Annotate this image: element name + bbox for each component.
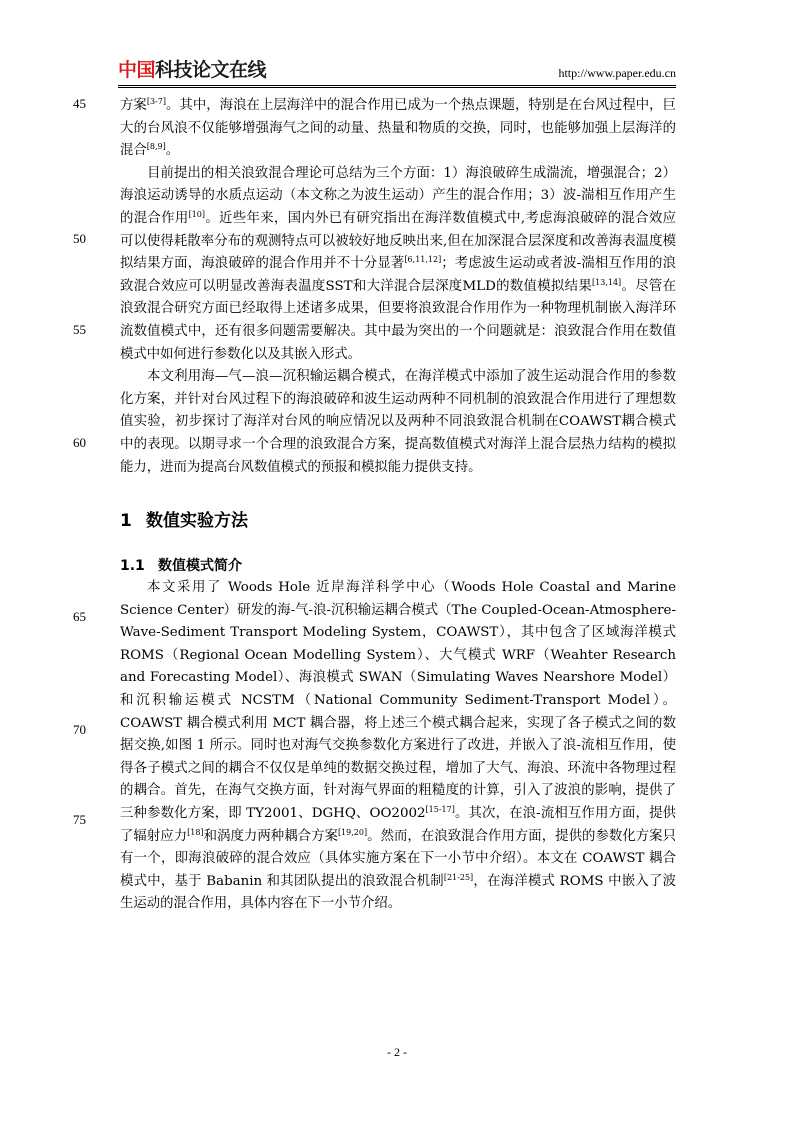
text-run: 。其次，在浪-流相互作用方面，提供了辐射应力 (120, 806, 677, 844)
subsection-number: 1.1 (120, 558, 145, 575)
citation[interactable]: [21-25] (443, 872, 474, 882)
paragraph-2 (120, 163, 676, 366)
text-run: 本文利用海—气—浪—沉积输运耦合模式，在海洋模式中添加了波生运动混合作用的参数化方案，并针对台风过程下的海浪破碎和波生运动两种不同机制的浪致混合作用进行了理想数值实验，初步探讨了海洋对台风的响应情况以及两种不同浪致混合机制在COAWST耦合模式中的表现。以期寻求一个合理的浪致混合方案，提高数值模式对海洋上混合层热力结构的模拟能力，进而为提高台风数值模式的预报和模拟能力提供支持。 (120, 369, 676, 475)
citation[interactable]: [13,14] (592, 277, 622, 287)
text-run: 方案 (120, 98, 147, 113)
line-number: 70 (73, 722, 86, 737)
page-header (118, 58, 676, 84)
header-rule-thin (118, 87, 676, 88)
header-url[interactable]: http://www.paper.edu.cn (558, 66, 676, 80)
text-run: 。其中，海浪在上层海洋中的混合作用已成为一个热点课题，特别是在台风过程中，巨大的台风浪不仅能够增强海气之间的动量、热量和物质的交换，同时，也能够加强上层海洋的混合 (120, 98, 676, 159)
text-run: ；考虑波生运动或者波-湍相互作用的浪致混合效应可以明显改善海表温度SST和大洋混合层深度MLD的数值模拟结果 (120, 256, 676, 294)
subsection-title: 数值模式简介 (158, 558, 242, 575)
citation[interactable]: [18] (187, 827, 204, 837)
citation[interactable]: [8,9] (146, 142, 166, 152)
section-number: 1 (120, 511, 132, 532)
journal-logo (118, 59, 266, 81)
text-run: 。近些年来，国内外已有研究指出在海洋数值模式中,考虑海浪破碎的混合效应可以使得耗散率分布的观测特点可以被较好地反映出来,但在加深混合层深度和改善海表温度模拟结果方面，海浪破碎的混合作用并不十分显著 (120, 210, 676, 272)
text-run: 本文采用了 Woods Hole 近岸海洋科学中心（Woods Hole Coastal and Marine Science Center）研发的海-气-浪-沉积输运耦合模式（The Coupled-Ocean-Atmosphere-Wave-Sediment Transport Modeling System，COAWST），其中包含了区域海洋模式 ROMS（Regional Ocean Modelling System）、大气模式 WRF（Weahter Research and Forecasting Model）、海浪模式 SWAN（Simulating Waves Nearshore Model）和沉积输运模式 NCSTM（National Community Sediment-Transport Model）。COAWST 耦合模式利用 MCT 耦合器，将上述三个模式耦合起来，实现了各子模式之间的数据交换,如图 1 所示。同时也对海气交换参数化方案进行了改进，并嵌入了浪-流相互作用，使得各子模式之间的耦合不仅仅是单纯的数据交换过程，增加了大气、海浪、环流中各物理过程的耦合。首先，在海气交换方面，针对海气界面的粗糙度的计算，引入了波浪的影响，提供了三种参数化方案，即 TY2001、DGHQ、OO2002 (120, 580, 677, 822)
text-run: 。然而，在浪致混合作用方面，提供的参数化方案只有一个，即海浪破碎的混合效应（具体实施方案在下一小节中介绍）。本文在 COAWST 耦合模式中，基于 Babanin 和其团队提出的浪致混合机制 (120, 828, 677, 889)
citation[interactable]: [3-7] (146, 97, 166, 106)
line-number: 50 (73, 231, 86, 246)
paragraph-3 (120, 366, 676, 479)
paragraph-1 (120, 95, 676, 163)
line-number: 45 (73, 96, 86, 111)
logo-red-text: 中国 (118, 59, 156, 81)
header-rule (118, 85, 676, 86)
line-number: 55 (73, 322, 86, 337)
section-title: 数值实验方法 (146, 511, 248, 532)
citation[interactable]: [10] (188, 209, 206, 219)
section-heading (120, 504, 676, 538)
line-number: 60 (73, 435, 86, 450)
text-run: 目前提出的相关浪致混合理论可总结为三个方面：1）海浪破碎生成湍流，增强混合；2）海浪运动诱导的水质点运动（本文称之为波生运动）产生的混合作用；3）波-湍相互作用产生的混合作用 (120, 165, 676, 226)
logo-dark-text: 科技论文在线 (155, 59, 267, 81)
page-body (120, 95, 676, 916)
paragraph-4 (120, 577, 676, 916)
citation[interactable]: [6,11,12] (404, 255, 442, 265)
page-number: - 2 - (387, 1045, 407, 1059)
line-number: 65 (73, 609, 86, 624)
line-number: 75 (73, 812, 86, 827)
subsection-heading (120, 555, 676, 577)
text-run: 。 (165, 143, 180, 159)
citation[interactable]: [15-17] (425, 805, 455, 815)
text-run: 和涡度力两种耦合方案 (203, 828, 338, 844)
text-run: ，在海洋模式 ROMS 中嵌入了波生运动的混合作用，具体内容在下一小节介绍。 (120, 873, 676, 912)
citation[interactable]: [19,20] (337, 827, 368, 837)
text-run: 。尽管在浪致混合研究方面已经取得上述诸多成果，但要将浪致混合作用作为一种物理机制嵌入海洋环流数值模式中，还有很多问题需要解决。其中最为突出的一个问题就是：浪致混合作用在数值模式中如何进行参数化以及其嵌入形式。 (120, 278, 676, 362)
